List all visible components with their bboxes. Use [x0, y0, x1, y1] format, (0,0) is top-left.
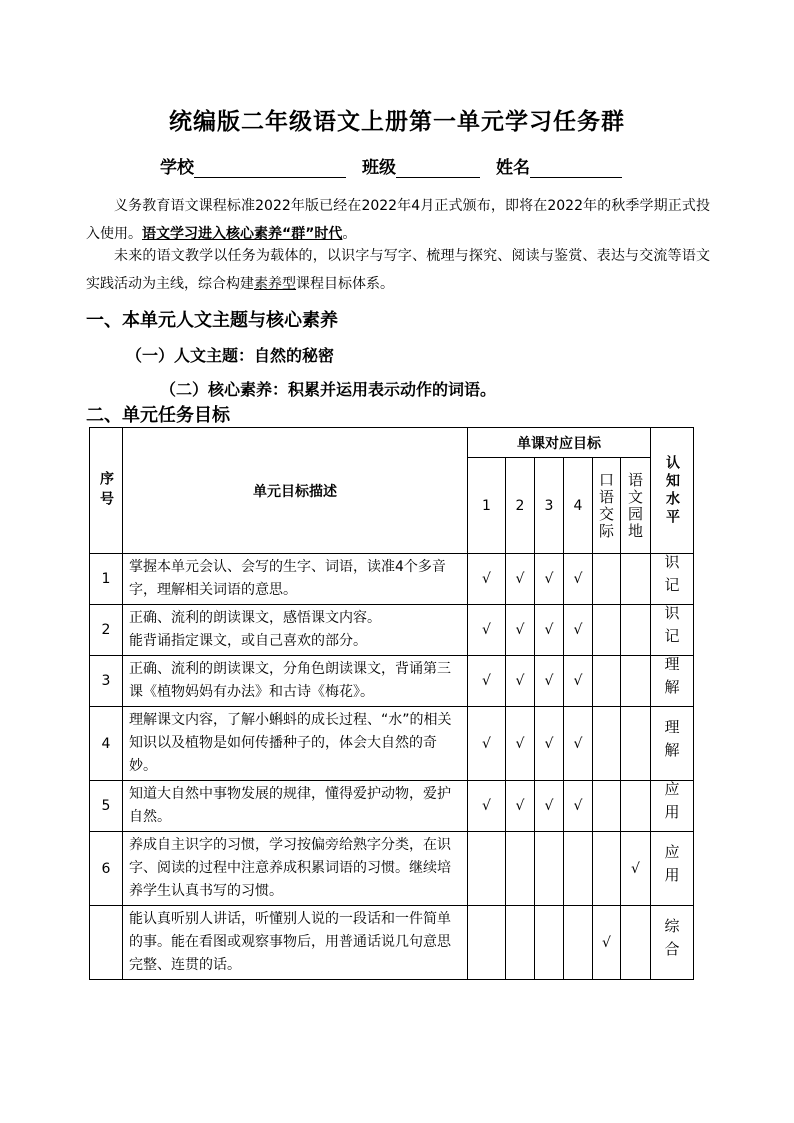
row-check-6: [621, 554, 651, 605]
row-check-1: √: [468, 554, 506, 605]
row-check-2: [506, 906, 535, 980]
header-level: 认知水平: [651, 428, 694, 554]
row-check-6: [621, 707, 651, 781]
row-check-5: [593, 707, 621, 781]
header-desc: 单元目标描述: [123, 428, 468, 554]
section-1-sub-1: （一）人文主题：自然的秘密: [126, 346, 335, 365]
intro-paragraph-2: [86, 242, 710, 298]
row-level: [651, 906, 694, 980]
row-check-6: [621, 906, 651, 980]
header-col-3: 3: [535, 458, 564, 554]
header-group: 单课对应目标: [468, 428, 651, 458]
row-check-1: √: [468, 656, 506, 707]
row-description: 养成自主识字的习惯，学习按偏旁给熟字分类，在识字、阅读的过程中注意养成积累词语的习惯。继续培养学生认真书写的习惯。: [123, 832, 468, 906]
document-title: 统编版二年级语文上册第一单元学习任务群: [169, 108, 625, 135]
row-check-1: √: [468, 707, 506, 781]
row-check-2: √: [506, 656, 535, 707]
header-col-garden: 语文园地: [621, 458, 651, 554]
row-seq: 1: [90, 554, 123, 605]
row-check-3: √: [535, 605, 564, 656]
row-check-6: [621, 781, 651, 832]
row-level: [651, 656, 694, 707]
row-level: [651, 781, 694, 832]
row-check-5: [593, 656, 621, 707]
intro-paragraph-1: [86, 192, 710, 248]
row-check-3: [535, 906, 564, 980]
row-check-3: [535, 832, 564, 906]
section-1-sub-2: （二）核心素养：积累并运用表示动作的词语。: [160, 380, 497, 399]
class-blank[interactable]: [396, 160, 480, 178]
header-col-2: 2: [506, 458, 535, 554]
intro-p2-text: 未来的语文教学以任务为载体的，以识字与写字、梳理与探究、阅读与鉴赏、表达与交流等语文实践活动为主线，综合构建: [86, 248, 710, 292]
row-description: 知道大自然中事物发展的规律，懂得爱护动物，爱护自然。: [123, 781, 468, 832]
row-check-6: [621, 605, 651, 656]
row-seq: 2: [90, 605, 123, 656]
row-seq: 5: [90, 781, 123, 832]
row-check-4: √: [564, 781, 593, 832]
row-check-1: √: [468, 605, 506, 656]
row-check-4: √: [564, 707, 593, 781]
row-check-2: √: [506, 605, 535, 656]
row-check-2: [506, 832, 535, 906]
row-check-5: [593, 605, 621, 656]
row-seq: 6: [90, 832, 123, 906]
name-label: 姓名: [496, 158, 530, 178]
row-level-text: 应用: [662, 781, 681, 827]
row-check-1: [468, 906, 506, 980]
row-check-1: √: [468, 781, 506, 832]
row-check-3: √: [535, 656, 564, 707]
row-check-5: √: [593, 906, 621, 980]
row-description: 理解课文内容，了解小蝌蚪的成长过程、“水”的相关知识以及植物是如何传播种子的，体会大自然的奇妙。: [123, 707, 468, 781]
section-1-heading: 一、本单元人文主题与核心素养: [86, 310, 338, 331]
row-check-6: √: [621, 832, 651, 906]
row-description: 正确、流利的朗读课文，感悟课文内容。 能背诵指定课文，或自己喜欢的部分。: [123, 605, 468, 656]
row-level-text: 理解: [662, 718, 681, 765]
class-label: 班级: [362, 158, 396, 178]
table-row: [90, 832, 694, 906]
header-col-1: 1: [468, 458, 506, 554]
row-check-2: √: [506, 707, 535, 781]
school-label: 学校: [160, 158, 194, 178]
table-row: [90, 707, 694, 781]
intro-p1-emphasis: 语文学习进入核心素养“群”时代: [142, 226, 343, 242]
row-check-5: [593, 781, 621, 832]
row-level-text: 识记: [662, 605, 681, 651]
table-row: [90, 656, 694, 707]
row-level-text: 综合: [662, 917, 681, 964]
task-objectives-table: [89, 427, 694, 980]
school-blank[interactable]: [194, 160, 346, 178]
row-level: [651, 707, 694, 781]
row-level-text: 应用: [662, 843, 681, 890]
row-check-1: [468, 832, 506, 906]
row-check-2: √: [506, 554, 535, 605]
table-row: [90, 554, 694, 605]
name-blank[interactable]: [530, 160, 622, 178]
intro-p1-end: 。: [342, 226, 357, 242]
row-level: [651, 554, 694, 605]
table-row: [90, 906, 694, 980]
row-check-3: √: [535, 554, 564, 605]
intro-p2-end: 课程目标体系。: [296, 276, 394, 292]
header-col-oral: 口语交际: [593, 458, 621, 554]
row-seq: [90, 906, 123, 980]
row-level-text: 理解: [662, 656, 681, 702]
table-row: [90, 781, 694, 832]
header-col-4: 4: [564, 458, 593, 554]
row-check-5: [593, 832, 621, 906]
intro-p2-underlined: 素养型: [254, 276, 296, 292]
row-check-3: √: [535, 707, 564, 781]
row-description: 能认真听别人讲话，听懂别人说的一段话和一件简单的事。能在看图或观察事物后，用普通话说几句意思完整、连贯的话。: [123, 906, 468, 980]
row-check-4: √: [564, 554, 593, 605]
row-check-4: [564, 906, 593, 980]
row-check-5: [593, 554, 621, 605]
row-level: [651, 605, 694, 656]
section-2-heading: 二、单元任务目标: [86, 405, 230, 426]
row-seq: 4: [90, 707, 123, 781]
row-level: [651, 832, 694, 906]
row-check-4: √: [564, 656, 593, 707]
row-check-2: √: [506, 781, 535, 832]
intro-p1-text: 义务教育语文课程标准2022年版已经在2022年4月正式颁布，即将在2022年的秋季学期正式投入使用。: [86, 198, 710, 242]
header-seq: 序号: [90, 428, 123, 554]
student-info-fields: [160, 153, 622, 178]
row-check-4: √: [564, 605, 593, 656]
row-check-4: [564, 832, 593, 906]
row-check-6: [621, 656, 651, 707]
row-description: 正确、流利的朗读课文，分角色朗读课文，背诵第三课《植物妈妈有办法》和古诗《梅花》。: [123, 656, 468, 707]
row-level-text: 识记: [662, 554, 681, 600]
row-check-3: √: [535, 781, 564, 832]
row-description: 掌握本单元会认、会写的生字、词语，读准4个多音字，理解相关词语的意思。: [123, 554, 468, 605]
table-row: [90, 605, 694, 656]
row-seq: 3: [90, 656, 123, 707]
